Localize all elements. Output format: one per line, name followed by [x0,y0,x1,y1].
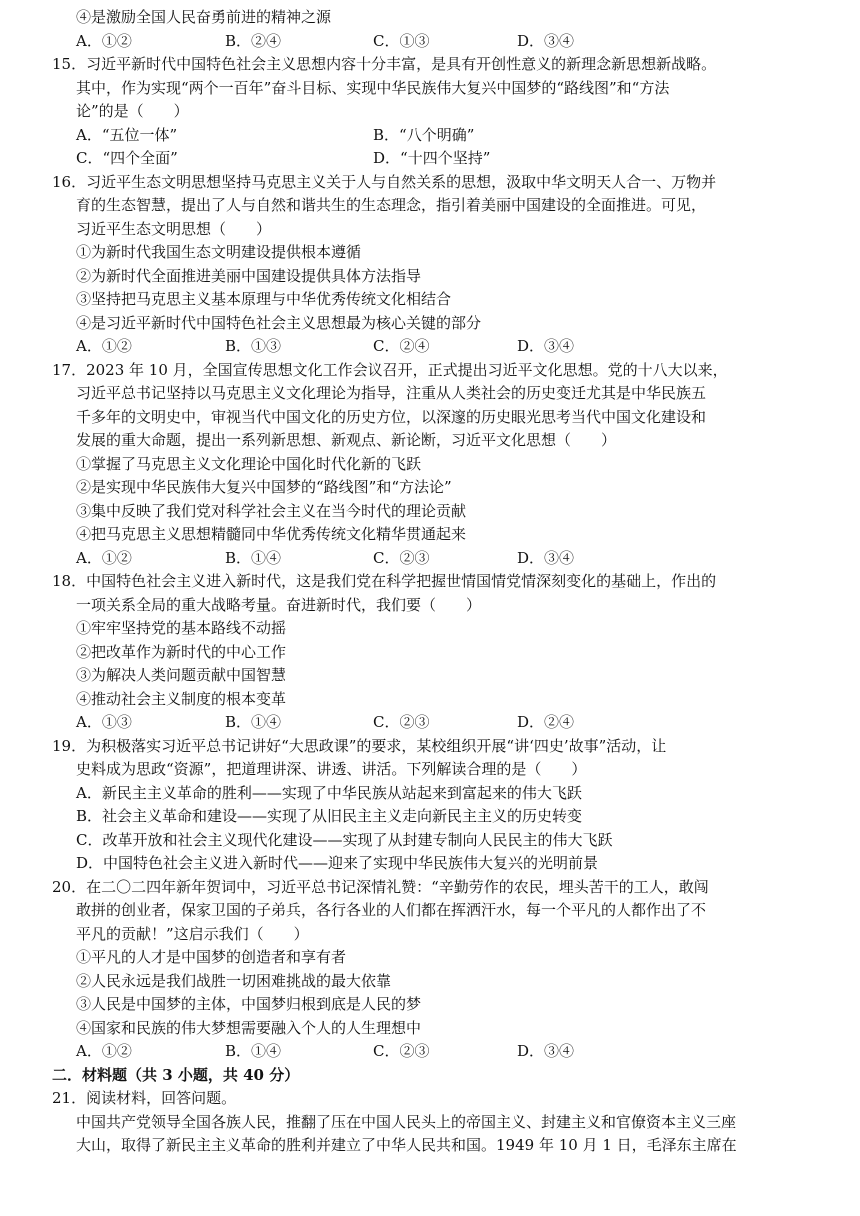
answer-option: ①平凡的人才是中国梦的创造者和享有者 [76,948,347,966]
answer-option: ②把改革作为新时代的中心工作 [76,642,287,661]
question-text: 16．习近平生态文明思想坚持马克思主义关于人与自然关系的思想，汲取中华文明天人合一、万物并 [52,172,717,191]
choice-item: A．①③ [76,713,132,731]
choice-item: D．“十四个坚持” [373,149,491,167]
answer-option: ③人民是中国梦的主体，中国梦归根到底是人民的梦 [76,995,422,1013]
material-text: 大山，取得了新民主主义革命的胜利并建立了中华人民共和国。1949 年 10 月 1 日，毛泽东主席在 [76,1136,737,1154]
answer-option: ①牢牢坚持党的基本路线不动摇 [76,619,287,637]
choice-item: C．②④ [373,337,430,355]
question-text: 发展的重大命题，提出一系列新思想、新观点、新论断，习近平文化思想（ ） [76,431,617,449]
choice-item: A．①② [76,1042,132,1060]
question-text: 15．习近平新时代中国特色社会主义思想内容十分丰富，是具有开创性意义的新理念新思想新战略。 [52,55,717,73]
choice-item: A．①② [76,548,132,567]
answer-option: ④推动社会主义制度的根本变革 [76,689,287,708]
choice-item: B．①④ [225,548,282,567]
choice-item: D．③④ [517,1042,575,1060]
answer-option: D．中国特色社会主义进入新时代——迎来了实现中华民族伟大复兴的光明前景 [76,854,599,872]
question-text: 一项关系全局的重大战略考量。奋进新时代，我们要（ ） [76,595,482,614]
choice-item: C．①③ [373,31,430,50]
choice-item: A．①② [76,337,132,355]
answer-option: ②为新时代全面推进美丽中国建设提供具体方法指导 [76,266,422,285]
answer-option: ④国家和民族的伟大梦想需要融入个人的人生理想中 [76,1018,422,1037]
question-text: 21．阅读材料，回答问题。 [52,1089,237,1107]
answer-option: ④是习近平新时代中国特色社会主义思想最为核心关键的部分 [76,313,482,332]
answer-option: ②是实现中华民族伟大复兴中国梦的“路线图”和“方法论” [76,478,452,496]
question-text: 平凡的贡献！”这启示我们（ ） [76,924,309,943]
answer-option: ①为新时代我国生态文明建设提供根本遵循 [76,243,362,261]
answer-option: A．新民主主义革命的胜利——实现了中华民族从站起来到富起来的伟大飞跃 [76,783,582,802]
choice-item: C．②③ [373,548,430,567]
choice-item: D．②④ [517,713,575,731]
question-text: 17．2023 年 10 月，全国宣传思想文化工作会议召开，正式提出习近平文化思想。党的十八大以来， [52,360,728,379]
choice-row [60,335,810,359]
choice-item: A．“五位一体” [76,125,178,144]
answer-option: ①掌握了马克思主义文化理论中国化时代化新的飞跃 [76,454,422,473]
choice-item: B．①④ [225,713,282,731]
question-text: 18．中国特色社会主义进入新时代，这是我们党在科学把握世情国情党情深刻变化的基础上，作出的 [52,572,717,590]
question-text: 习近平总书记坚持以马克思主义文化理论为指导，注重从人类社会的历史变迁尤其是中华民族五 [76,384,707,402]
question-text: 育的生态智慧，提出了人与自然和谐共生的生态理念，指引着美丽中国建设的全面推进。可见， [76,196,707,214]
answer-option: ④把马克思主义思想精髓同中华优秀传统文化精华贯通起来 [76,525,467,543]
answer-option: ③坚持把马克思主义基本原理与中华优秀传统文化相结合 [76,290,452,308]
choice-row [60,547,810,571]
choice-item: B．①③ [225,337,282,355]
answer-option: B．社会主义革命和建设——实现了从旧民主主义走向新民主主义的历史转变 [76,807,583,825]
question-text: 20．在二〇二四年新年贺词中，习近平总书记深情礼赞：“辛勤劳作的农民，埋头苦干的工人，敢闯 [52,877,709,896]
choice-row [60,30,810,54]
choice-row [60,1040,810,1064]
choice-item: B．②④ [225,31,282,50]
section-heading: 二．材料题（共 3 小题，共 40 分） [52,1065,300,1084]
choice-item: D．③④ [517,548,575,567]
question-text: 千多年的文明史中，审视当代中国文化的历史方位，以深邃的历史眼光思考当代中国文化建设和 [76,407,707,426]
choice-row [60,147,810,171]
question-text: 习近平生态文明思想（ ） [76,219,272,238]
answer-option: ③集中反映了我们党对科学社会主义在当今时代的理论贡献 [76,501,467,520]
material-text: 中国共产党领导全国各族人民，推翻了压在中国人民头上的帝国主义、封建主义和官僚资本主义三座 [76,1112,737,1131]
question-text: 19．为积极落实习近平总书记讲好“大思政课”的要求，某校组织开展“讲‘四史’故事”活动，让 [52,736,667,755]
question-text: 论”的是（ ） [76,102,189,120]
choice-item: D．③④ [517,337,575,355]
choice-row [60,711,810,735]
answer-option: ③为解决人类问题贡献中国智慧 [76,666,287,684]
answer-option: C．改革开放和社会主义现代化建设——实现了从封建专制向人民民主的伟大飞跃 [76,830,613,849]
choice-item: C．②③ [373,1042,430,1060]
choice-item: A．①② [76,31,132,50]
choice-item: B．“八个明确” [373,125,475,144]
choice-item: C．②③ [373,713,430,731]
choice-row [60,124,810,148]
question-text: 其中，作为实现“两个一百年”奋斗目标、实现中华民族伟大复兴中国梦的“路线图”和“方法 [76,78,670,97]
answer-option: ②人民永远是我们战胜一切困难挑战的最大依靠 [76,971,392,990]
choice-item: B．①④ [225,1042,282,1060]
choice-item: C．“四个全面” [76,149,178,167]
question-text: 史料成为思政“资源”，把道理讲深、讲透、讲活。下列解读合理的是（ ） [76,760,587,778]
choice-item: D．③④ [517,31,575,50]
question-text: 敢拼的创业者，保家卫国的子弟兵，各行各业的人们都在挥洒汗水，每一个平凡的人都作出了不 [76,901,707,919]
answer-option: ④是激励全国人民奋勇前进的精神之源 [76,8,332,26]
